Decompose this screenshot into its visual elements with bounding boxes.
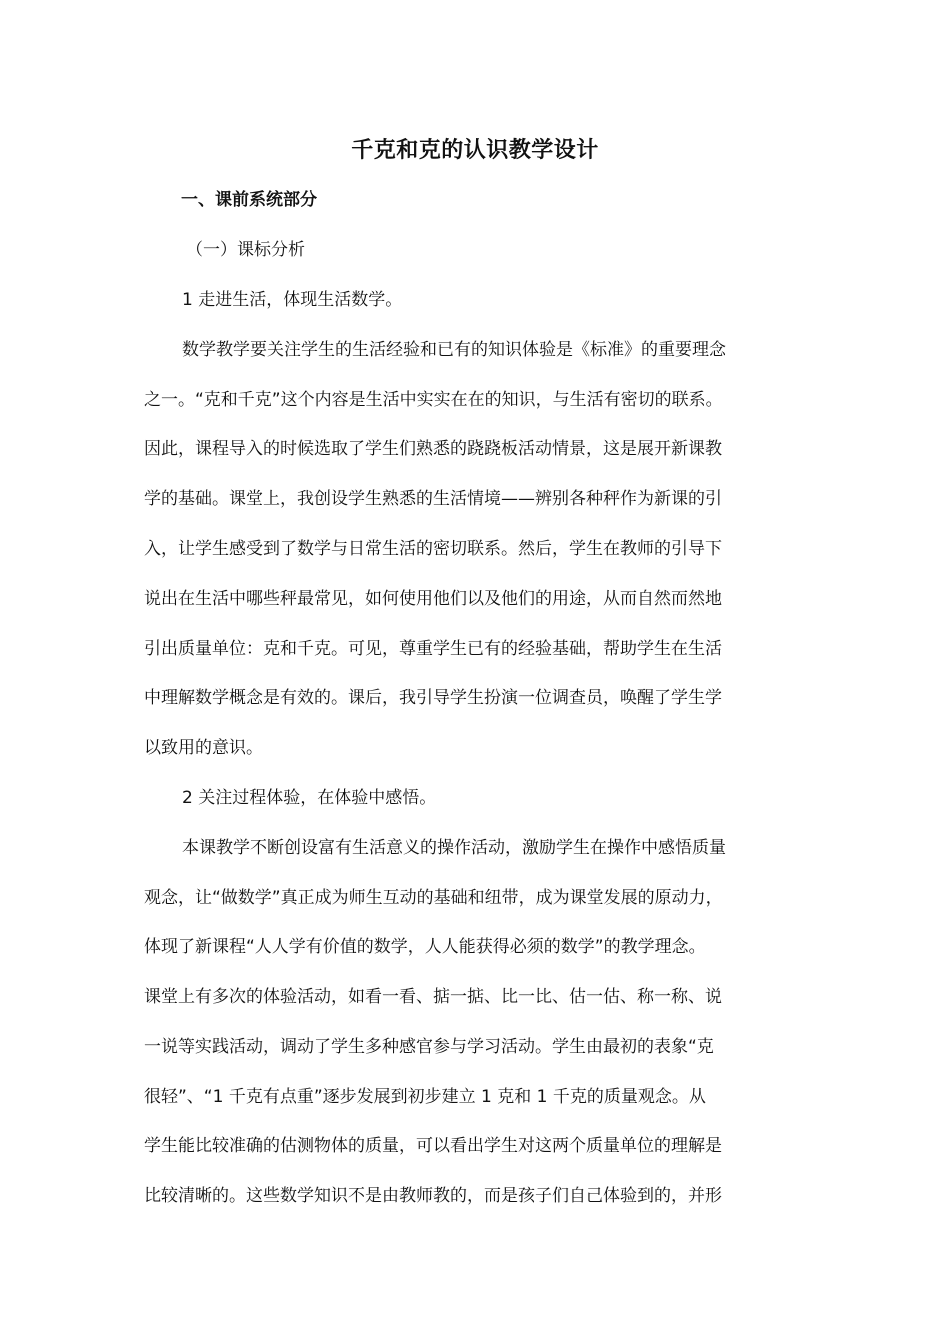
paragraph-1-line: 因此，课程导入的时候选取了学生们熟悉的跷跷板活动情景，这是展开新课教 [144, 439, 722, 459]
paragraph-2-line: 课堂上有多次的体验活动，如看一看、掂一掂、比一比、估一估、称一称、说 [144, 987, 722, 1007]
paragraph-2-line: 观念，让“做数学”真正成为师生互动的基础和纽带，成为课堂发展的原动力， [144, 888, 723, 908]
paragraph-2-line: 体现了新课程“人人学有价值的数学，人人能获得必须的数学”的教学理念。 [144, 937, 706, 957]
paragraph-1-line: 引出质量单位：克和千克。可见，尊重学生已有的经验基础，帮助学生在生活 [144, 639, 722, 659]
paragraph-1-line: 之一。“克和千克”这个内容是生活中实实在在的知识，与生活有密切的联系。 [144, 390, 723, 410]
paragraph-2-line: 本课教学不断创设富有生活意义的操作活动，激励学生在操作中感悟质量 [182, 838, 726, 858]
paragraph-1-line: 入，让学生感受到了数学与日常生活的密切联系。然后，学生在教师的引导下 [144, 539, 722, 559]
paragraph-1-line: 以致用的意识。 [144, 738, 263, 758]
paragraph-2-line: 学生能比较准确的估测物体的质量，可以看出学生对这两个质量单位的理解是 [144, 1136, 722, 1156]
paragraph-2-line: 比较清晰的。这些数学知识不是由教师教的，而是孩子们自己体验到的，并形 [144, 1186, 722, 1206]
point-2-heading: 2 关注过程体验，在体验中感悟。 [182, 788, 437, 808]
paragraph-1-line: 学的基础。课堂上，我创设学生熟悉的生活情境——辨别各种秤作为新课的引 [144, 489, 722, 509]
paragraph-1-line: 数学教学要关注学生的生活经验和已有的知识体验是《标准》的重要理念 [182, 340, 726, 360]
section-heading: 一、课前系统部分 [181, 190, 317, 210]
point-1-heading: 1 走进生活，体现生活数学。 [182, 290, 403, 310]
paragraph-1-line: 说出在生活中哪些秤最常见，如何使用他们以及他们的用途，从而自然而然地 [144, 589, 722, 609]
document-title: 千克和克的认识教学设计 [351, 138, 599, 163]
paragraph-1-line: 中理解数学概念是有效的。课后，我引导学生扮演一位调查员，唤醒了学生学 [144, 688, 722, 708]
paragraph-2-line: 一说等实践活动，调动了学生多种感官参与学习活动。学生由最初的表象“克 [144, 1037, 714, 1057]
paragraph-2-line: 很轻”、“1 千克有点重”逐步发展到初步建立 1 克和 1 千克的质量观念。从 [144, 1087, 706, 1107]
subsection-heading: （一）课标分析 [186, 240, 305, 260]
